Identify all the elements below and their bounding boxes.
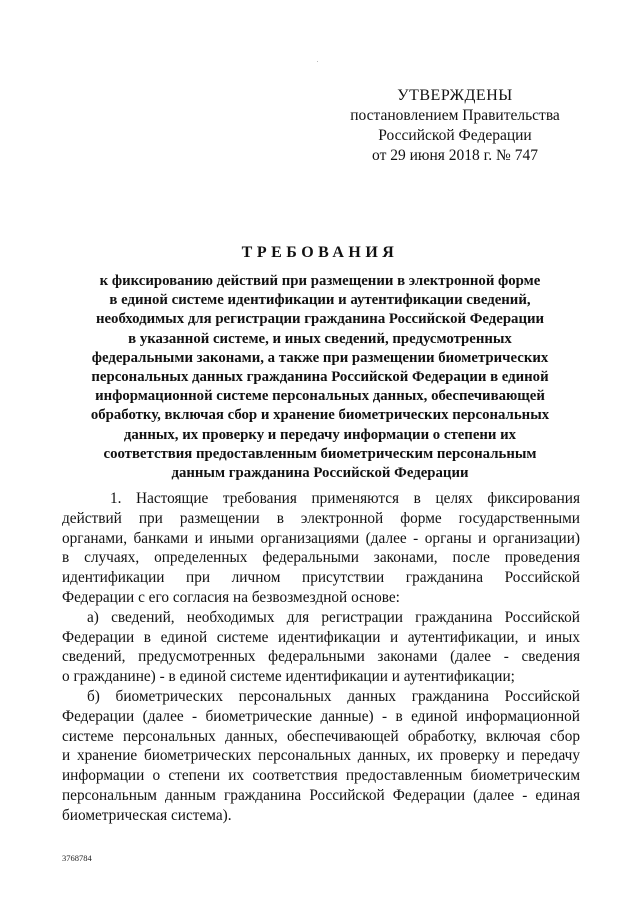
document-subtitle	[60, 272, 580, 483]
paragraph-line: Федерации в единой системе идентификации и аутентификации, и иных	[62, 628, 580, 646]
paragraph-line: сведений, предусмотренных федеральными законами (далее - сведения	[62, 648, 580, 666]
subtitle-line: данных, их проверку и передачу информации о степени их	[123, 426, 517, 443]
paragraph-line: действий при размещении в электронной форме государственными	[62, 509, 580, 527]
paragraph-line: персональным данным гражданина Российской Федерации (далее - единая	[62, 786, 580, 804]
subtitle-line: обработку, включая сбор и хранение биометрических персональных	[90, 407, 550, 424]
document-title: ТРЕБОВАНИЯ	[241, 244, 399, 261]
approval-resolution: постановлением Правительства	[350, 107, 560, 124]
document-body	[62, 489, 580, 826]
paragraph-b	[62, 687, 580, 826]
subtitle-line: к фиксированию действий при размещении в электронной форме	[99, 273, 541, 289]
paragraph-line: биометрическая система).	[62, 806, 232, 824]
subtitle-line: данным гражданина Российской Федерации	[171, 465, 469, 482]
paragraph-line: о гражданине) - в единой системе идентификации и аутентификации;	[62, 668, 515, 686]
paragraph-line: идентификации при личном присутствии гражданина Российской	[62, 569, 580, 587]
subtitle-line: в единой системе идентификации и аутентификации сведений,	[109, 292, 531, 309]
paragraph-line: информации о степени их соответствия предоставленным биометрическим	[62, 767, 580, 785]
document-number: 3768784	[62, 853, 92, 863]
paragraph-a	[62, 608, 580, 687]
approval-block	[330, 86, 580, 166]
paragraph-line: в случаях, определенных федеральными законами, после проведения	[62, 549, 580, 567]
approval-date-number: от 29 июня 2018 г. № 747	[372, 147, 538, 164]
paragraph-line: и хранение биометрических персональных данных, их проверку и передачу	[62, 747, 580, 765]
paragraph-line: а) сведений, необходимых для регистрации гражданина Российской	[87, 608, 580, 626]
paragraph-line: системе персональных данных, обеспечивающей обработку, включая сбор	[62, 727, 580, 745]
scan-speck	[317, 61, 318, 62]
subtitle-line: федеральными законами, а также при размещении биометрических	[91, 349, 549, 366]
paragraph-1	[62, 489, 580, 608]
subtitle-line: персональных данных гражданина Российской Федерации в единой	[91, 369, 549, 386]
paragraph-line: 1. Настоящие требования применяются в целях фиксирования	[110, 490, 580, 507]
subtitle-line: информационной системе персональных данных, обеспечивающей	[95, 388, 545, 405]
subtitle-line: необходимых для регистрации гражданина Российской Федерации	[95, 311, 545, 328]
paragraph-line: Федерации (далее - биометрические данные) - в единой информационной	[62, 707, 580, 725]
approval-government: Российской Федерации	[378, 127, 532, 144]
subtitle-line: в указанной системе, и иных сведений, предусмотренных	[128, 330, 512, 347]
paragraph-line: Федерации с его согласия на безвозмездной основе:	[62, 588, 400, 606]
paragraph-line: б) биометрических персональных данных гражданина Российской	[87, 687, 580, 705]
paragraph-line: органами, банками и иными организациями (далее - органы и организации)	[62, 529, 580, 547]
subtitle-line: соответствия предоставленным биометрическим персональным	[103, 445, 537, 462]
approval-heading: УТВЕРЖДЕНЫ	[397, 87, 513, 104]
